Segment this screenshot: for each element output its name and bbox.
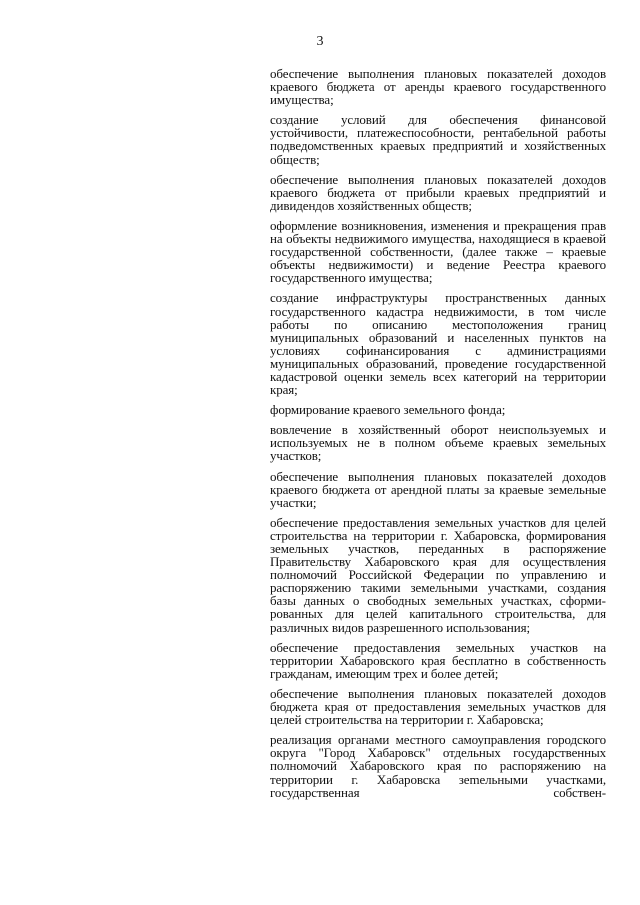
paragraph: обеспечение выполнения плановых показателей доходов бюджета края от предоставления земельных участков для целей строительства на территории г. Хабаровска; bbox=[270, 685, 606, 728]
paragraph: реализация органами местного самоуправления городского округа "Город Хабаровск" отдельных государственных полномочий Хабаровского края по распоряжению на территории г. Хабаровска зеmельными участками, государственная собствен- bbox=[270, 732, 606, 800]
paragraph: обеспечение выполнения плановых показателей доходов краевого бюджета от прибыли краевых предприятий и дивидендов хозяйственных обществ; bbox=[270, 171, 606, 213]
paragraph: обеспечение выполнения плановых показателей доходов краевого бюджета от арендной платы за краевые земельные участки; bbox=[270, 468, 606, 510]
paragraph: обеспечение предоставления земельных участков на территории Хабаровского края бесплатно в собственность гражданам, имеющим трех и более детей; bbox=[270, 639, 606, 681]
page-number: 3 bbox=[316, 34, 324, 49]
paragraph: обеспечение предоставления земельных участков для целей строительства на территории г. Хабаровска, формирования земельных участков, переданных в распоряжение Правительству Хабаровского края для осуществления полномочий Российской Федерации по управлению и распоряжению такими земельными участками, создания базы данных о свободных земельных участках, сформированных для целей капитального строительства, для различных видов разрешенного использования; bbox=[270, 514, 606, 635]
paragraph: формирование краевого земельного фонда; bbox=[270, 402, 506, 418]
paragraph: оформление возникновения, изменения и прекращения прав на объекты недвижимого имущества, находящиеся в краевой государственной собственности, (далее также – краевые объекты недвижимости) и ведение Реестра краевого государственного имущества; bbox=[270, 217, 606, 286]
document-body bbox=[270, 67, 606, 799]
paragraph: обеспечение выполнения плановых показателей доходов краевого бюджета от аренды краевого государственного имущества; bbox=[270, 66, 606, 108]
paragraph: вовлечение в хозяйственный оборот неиспользуемых и используемых не в полном объеме краевых земельных участков; bbox=[270, 422, 606, 464]
paragraph: создание условий для обеспечения финансовой устойчивости, платежеспособности, рентабельной работы подведомственных краевых предприятий и хозяйственных обществ; bbox=[270, 112, 606, 167]
paragraph: создание инфраструктуры пространственных данных государственного кадастра недвижимости, в том числе работы по описанию местоположения границ муниципальных образований и населенных пунктов на условиях софинансирования с администрациями муниципальных образований, проведение государственной кадастровой оценки земель всех категорий на территории края; bbox=[270, 290, 606, 398]
